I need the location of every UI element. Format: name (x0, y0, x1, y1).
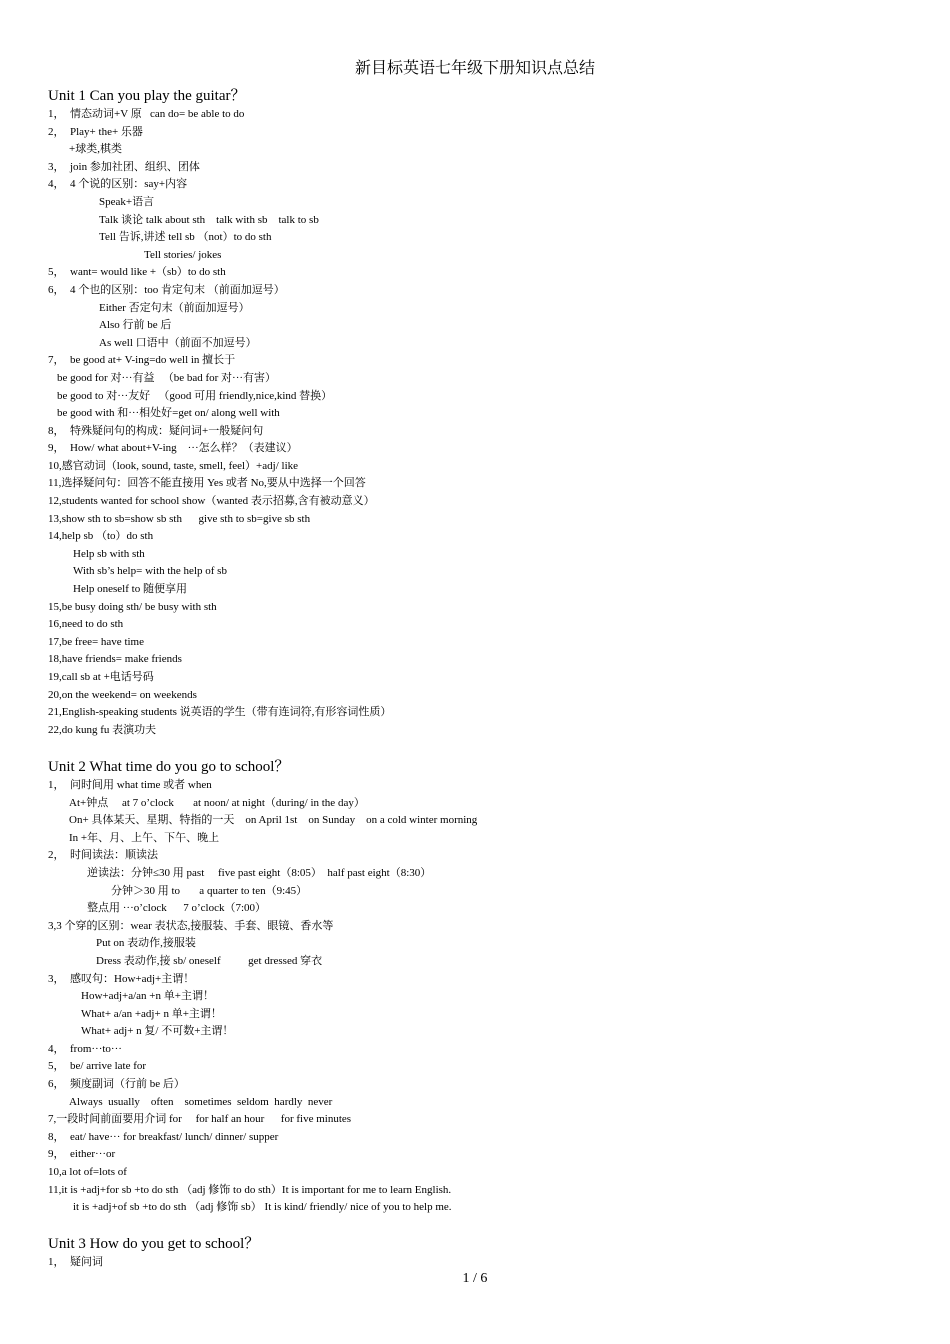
note-line: Help oneself to 随便享用 (73, 583, 187, 596)
page-number: 1 / 6 (462, 1271, 488, 1286)
note-line: 9， How/ what about+V-ing ···怎么样？（表建议） (48, 442, 298, 455)
note-line: 19,call sb at +电话号码 (48, 671, 154, 683)
note-line: 3,3 个穿的区别：wear 表状态,接服装、手套、眼镜、香水等 (48, 919, 334, 932)
note-line: 17,be free= have time (48, 635, 144, 648)
note-line: Speak+语言 (99, 195, 155, 208)
note-line: Either 否定句末（前面加逗号） (99, 301, 250, 314)
note-line: 1， 疑问词 (48, 1256, 103, 1269)
note-line: Put on 表动作,接服装 (96, 937, 196, 950)
note-line: Also 行前 be 后 (99, 319, 172, 332)
note-line: 15,be busy doing sth/ be busy with sth (48, 600, 217, 613)
note-line: Tell 告诉,讲述 tell sb （not）to do sth (99, 231, 272, 244)
note-line: be good with 和···相处好=get on/ along well with (57, 407, 280, 420)
note-line: 11,it is +adj+for sb +to do sth （adj 修饰 to do sth）It is important for me to learn English. (48, 1183, 452, 1196)
note-line: 8， eat/ have··· for breakfast/ lunch/ dinner/ supper (48, 1130, 279, 1143)
blank-line (48, 739, 908, 757)
note-line: 5， be/ arrive late for (48, 1060, 147, 1073)
note-line: 3， 感叹句：How+adj+主谓！ (48, 972, 195, 985)
note-line: In +年、月、上午、下午、晚上 (69, 831, 220, 844)
note-line: be good to 对···友好 （good 可用 friendly,nice,kind 替换） (57, 389, 333, 402)
note-line: 10,感官动词（look, sound, taste, smell, feel）+adj/ like (48, 459, 299, 472)
note-line: 5， want= would like +（sb）to do sth (48, 266, 226, 279)
note-line: On+ 具体某天、星期、特指的一天 on April 1st on Sunday on a cold winter morning (69, 814, 478, 827)
note-line: Help sb with sth (73, 547, 145, 560)
note-line: 12,students wanted for school show（wanted 表示招募,含有被动意义） (48, 495, 375, 508)
note-line: +球类,棋类 (69, 143, 122, 156)
note-line: 1， 情态动词+V 原 can do= be able to do (48, 108, 245, 120)
note-line: 逆读法：分钟≤30 用 past five past eight（8:05） half past eight（8:30） (87, 866, 432, 879)
note-line: 2， Play+ the+ 乐器 (48, 125, 143, 138)
note-line: 18,have friends= make friends (48, 653, 182, 666)
note-line: 4， 4 个说的区别：say+内容 (48, 178, 188, 191)
note-line: 20,on the weekend= on weekends (48, 688, 197, 701)
note-line: 7,一段时间前面要用介词 for for half an hour for five minutes (48, 1113, 352, 1126)
note-line: 整点用 ···o’clock 7 o’clock（7:00） (87, 902, 267, 915)
note-line: it is +adj+of sb +to do sth （adj 修饰 sb） It is kind/ friendly/ nice of you to help me. (73, 1201, 452, 1214)
note-line: 11,选择疑问句：回答不能直接用 Yes 或者 No,要从中选择一个回答 (48, 477, 366, 490)
unit-heading: Unit 1 Can you play the guitar？ (48, 88, 246, 104)
note-line: As well 口语中（前面不加逗号） (99, 336, 257, 349)
note-line: 7， be good at+ V-ing=do well in 擅长于 (48, 354, 236, 367)
blank-line (48, 1217, 908, 1235)
note-line: Talk 谈论 talk about sth talk with sb talk to sb (99, 213, 319, 226)
note-line: At+钟点 at 7 o’clock at noon/ at night（during/ in the day） (69, 796, 365, 809)
note-line: Dress 表动作,接 sb/ oneself get dressed 穿衣 (96, 954, 323, 967)
note-line: 4， from···to··· (48, 1042, 122, 1055)
document-title: 新目标英语七年级下册知识点总结 (354, 60, 595, 77)
note-line: 6， 4 个也的区别：too 肯定句末 （前面加逗号） (48, 283, 285, 296)
note-line: Tell stories/ jokes (144, 248, 222, 261)
document-body (48, 86, 908, 1272)
note-line: What+ adj+ n 复/ 不可数+主谓！ (81, 1025, 234, 1038)
note-line: 9， either···or (48, 1148, 116, 1161)
note-line: 6， 频度副词（行前 be 后） (48, 1078, 185, 1091)
note-line: 21,English-speaking students 说英语的学生（带有连词符,有形容词性质） (48, 706, 392, 719)
note-line: 16,need to do sth (48, 618, 124, 631)
unit-heading: Unit 2 What time do you go to school？ (48, 758, 290, 775)
note-line: 13,show sth to sb=show sb sth give sth to sb=give sb sth (48, 512, 311, 525)
note-line: 22,do kung fu 表演功夫 (48, 723, 157, 736)
note-line: What+ a/an +adj+ n 单+主谓！ (81, 1007, 222, 1020)
note-line: Always usually often sometimes seldom hardly never (69, 1095, 333, 1108)
note-line: 10,a lot of=lots of (48, 1166, 127, 1179)
note-line: 2， 时间读法：顺读法 (48, 849, 158, 862)
note-line: How+adj+a/an +n 单+主谓！ (81, 990, 214, 1003)
note-line: 分钟＞30 用 to a quarter to ten（9:45） (111, 884, 308, 897)
note-line: 14,help sb （to）do sth (48, 530, 154, 543)
note-line: 3， join 参加社团、组织、团体 (48, 160, 200, 173)
note-line: 8， 特殊疑问句的构成：疑问词+一般疑问句 (48, 424, 264, 437)
note-line: be good for 对···有益 （be bad for 对···有害） (57, 371, 277, 384)
note-line: 1， 问时间用 what time 或者 when (48, 778, 212, 791)
note-line: With sb’s help= with the help of sb (73, 565, 227, 578)
unit-heading: Unit 3 How do you get to school？ (48, 1236, 260, 1253)
